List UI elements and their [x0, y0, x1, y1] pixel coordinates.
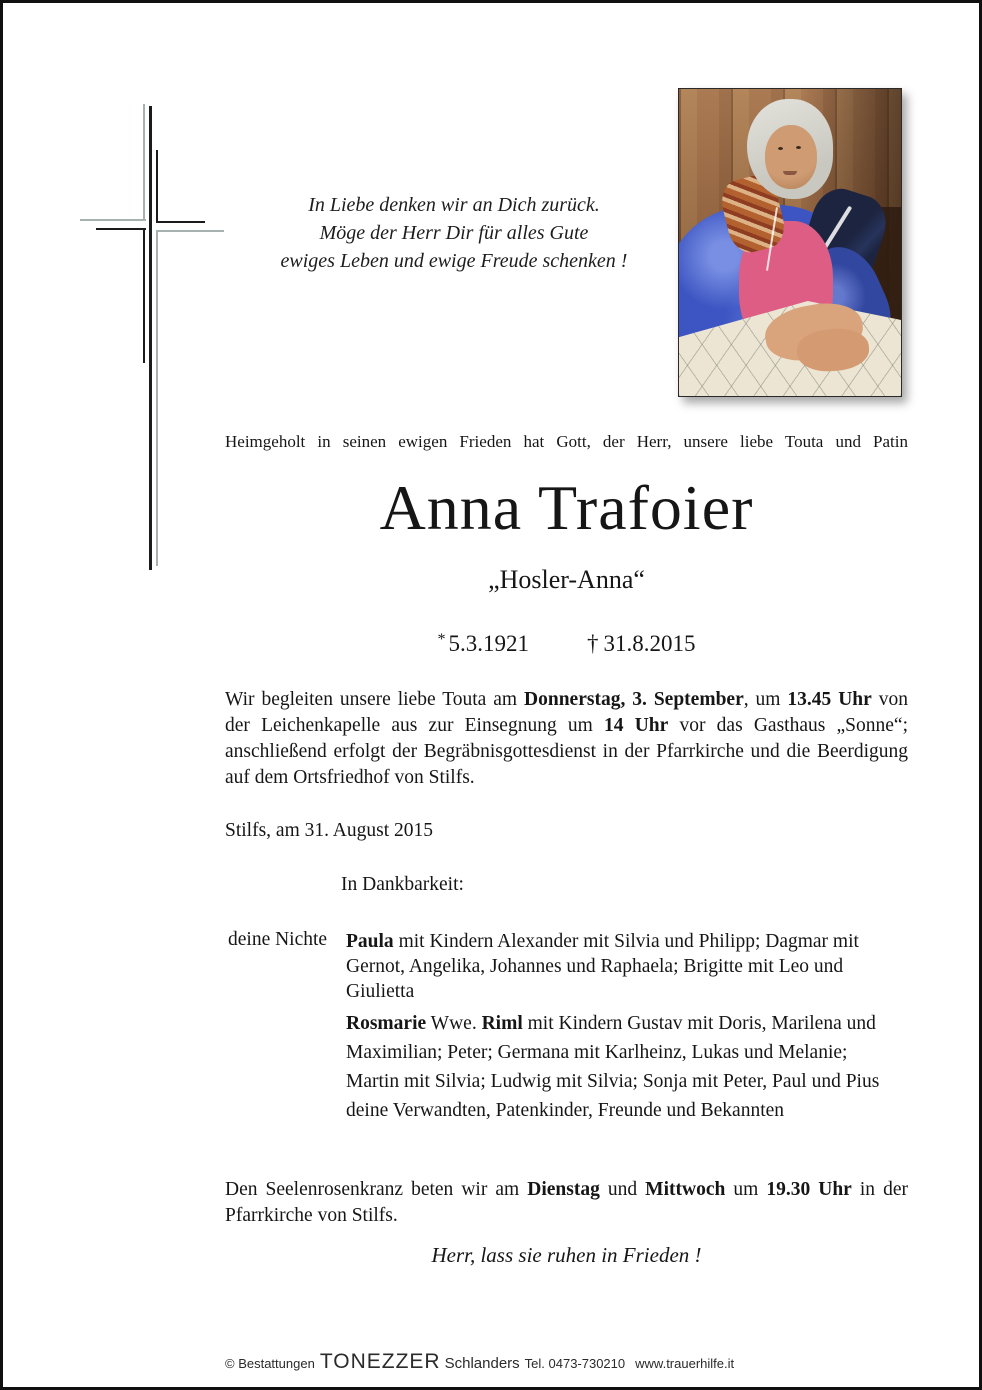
opening-verse: [194, 191, 714, 275]
family-entry-rosmarie: Rosmarie Wwe. Riml mit Kindern Gustav mit Doris, Marilena und Maximilian; Peter; Germana mit Karlheinz, Lukas und Melanie; Martin mit Silvia; Ludwig mit Silvia; Sonja mit Peter, Paul und Pius: [346, 1013, 880, 1092]
place-dateline: Stilfs, am 31. August 2015: [225, 820, 434, 841]
gratitude-heading: In Dankbarkeit:: [341, 874, 464, 895]
cross-line-vertical-black-upper-right: [156, 150, 158, 223]
cross-line-vertical-gray-bottom: [156, 230, 158, 566]
life-dates: [225, 631, 908, 657]
cross-line-horizontal-black-left: [96, 228, 146, 230]
cross-line-vertical-gray-top: [143, 104, 145, 220]
cross-line-vertical-black-main: [149, 106, 152, 570]
closing-prayer: Herr, lass sie ruhen in Frieden !: [431, 1243, 702, 1267]
verse-line: ewiges Leben und ewige Freude schenken !: [280, 250, 628, 272]
footer-website: www.trauerhilfe.it: [635, 1356, 735, 1371]
photo-mouth: [783, 171, 797, 175]
funeral-paragraph: Wir begleiten unsere liebe Touta am Donnerstag, 3. September, um 13.45 Uhr von der Leichenkapelle aus zur Einsegnung um 14 Uhr vor das Gasthaus „Sonne“; anschließend erfolgt der Begräbnisgottesdienst in der Pfarrkirche und die Beerdigung auf dem Ortsfriedhof von Stilfs.: [225, 689, 909, 788]
rosary-paragraph: Den Seelenrosenkranz beten wir am Dienstag und Mittwoch um 19.30 Uhr in der Pfarrkirche von Stilfs.: [225, 1179, 908, 1226]
death-symbol: †: [587, 631, 599, 656]
family-entry-relatives: deine Verwandten, Patenkinder, Freunde und Bekannten: [346, 1100, 785, 1121]
photo-eye-right: [796, 146, 801, 149]
birth-symbol: *: [437, 631, 446, 648]
photo-face: [765, 125, 817, 189]
intro-line: Heimgeholt in seinen ewigen Frieden hat Gott, der Herr, unsere liebe Touta und Patin: [225, 432, 908, 451]
footer-company-name: TONEZZER: [319, 1350, 441, 1373]
footer-phone: Tel. 0473-730210: [524, 1356, 626, 1371]
cross-line-horizontal-gray-left: [80, 219, 146, 221]
funeral-home-footer: [225, 1350, 925, 1374]
footer-copyright: © Bestattungen: [225, 1356, 315, 1371]
family-list: [346, 929, 886, 1125]
family-relation-label: deine Nichte: [228, 929, 328, 950]
family-entry-paula: Paula mit Kindern Alexander mit Silvia und Philipp; Dagmar mit Gernot, Angelika, Johannes und Raphaela; Brigitte mit Leo und Giulietta: [346, 931, 859, 1002]
footer-city: Schlanders: [444, 1355, 520, 1372]
verse-line: Möge der Herr Dir für alles Gute: [319, 222, 589, 244]
death-date: 31.8.2015: [603, 631, 696, 656]
cross-line-vertical-black-lower-left: [143, 229, 145, 363]
photo-eye-left: [778, 147, 783, 150]
verse-line: In Liebe denken wir an Dich zurück.: [308, 194, 600, 216]
deceased-nickname: „Hosler-Anna“: [488, 565, 645, 594]
birth-date: 5.3.1921: [448, 631, 530, 656]
deceased-name: Anna Trafoier: [379, 472, 754, 543]
